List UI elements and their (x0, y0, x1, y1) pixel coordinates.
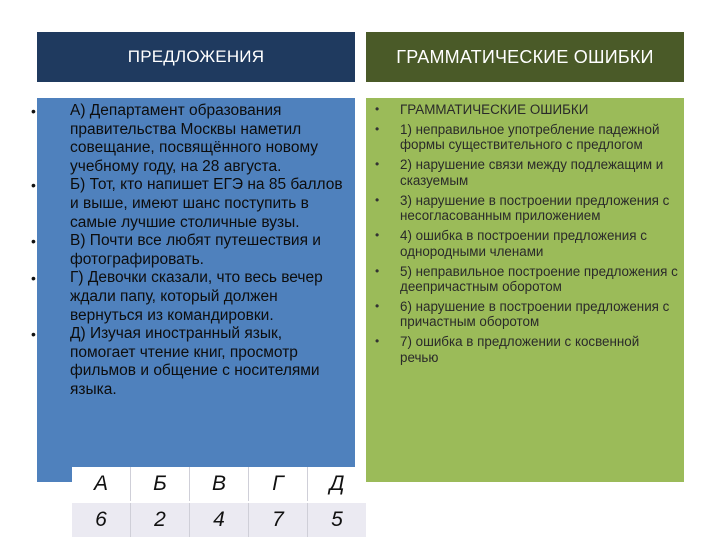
bullet-icon: • (375, 299, 380, 314)
sentence-item (31, 232, 355, 269)
error-item (366, 122, 684, 153)
error-text: 1) неправильное употребление падежной формы существительного с предлогом (400, 122, 660, 153)
answer-numbers-row (72, 502, 366, 537)
error-item (366, 102, 684, 117)
error-text: 6) нарушение в построении предложения с причастным оборотом (400, 299, 670, 330)
sentence-text: Д) Изучая иностранный язык, помогает чтение книг, просмотр фильмов и общение с носителями языка. (70, 325, 320, 398)
answer-number-cell: 6 (72, 502, 131, 537)
answer-table (72, 467, 366, 537)
answer-letter-cell: Б (131, 467, 190, 502)
answer-number-cell: 5 (308, 502, 367, 537)
error-text: ГРАММАТИЧЕСКИЕ ОШИБКИ (400, 102, 589, 117)
sentence-item (31, 102, 355, 176)
error-item (366, 157, 684, 188)
bullet-icon: • (375, 334, 380, 349)
bullet-icon: • (375, 192, 380, 207)
sentences-header (37, 32, 355, 82)
bullet-icon: • (375, 263, 380, 278)
answer-letters-row (72, 467, 366, 502)
bullet-icon: • (375, 157, 380, 172)
answer-letter-cell: Д (308, 467, 367, 502)
sentence-text: В) Почти все любят путешествия и фотографировать. (70, 232, 321, 268)
sentence-item (31, 325, 355, 399)
answer-number-cell: 4 (190, 502, 249, 537)
answer-letter-cell: Г (249, 467, 308, 502)
answer-number-cell: 2 (131, 502, 190, 537)
bullet-icon: • (375, 228, 380, 243)
error-item (366, 299, 684, 330)
bullet-icon: • (31, 326, 36, 343)
error-text: 2) нарушение связи между подлежащим и сказуемым (400, 157, 664, 188)
errors-panel (366, 98, 684, 482)
sentence-text: Б) Тот, кто напишет ЕГЭ на 85 баллов и выше, имеют шанс поступить в самые лучшие столичные вузы. (70, 176, 343, 231)
sentences-panel (31, 98, 355, 482)
sentence-item (31, 269, 355, 325)
error-text: 7) ошибка в предложении с косвенной речью (400, 334, 640, 365)
answer-number-cell: 7 (249, 502, 308, 537)
answer-letter-cell: А (72, 467, 131, 502)
error-item (366, 264, 684, 295)
error-text: 5) неправильное построение предложения с деепричастным оборотом (400, 263, 678, 294)
bullet-icon: • (375, 122, 380, 137)
sentence-text: А) Департамент образования правительства Москвы наметил совещание, посвящённого новому учебному году, на 28 августа. (70, 102, 319, 175)
bullet-icon: • (375, 102, 380, 116)
sentences-header-title: ПРЕДЛОЖЕНИЯ (127, 47, 265, 66)
errors-header (366, 32, 684, 82)
errors-header-title: ГРАММАТИЧЕСКИЕ ОШИБКИ (396, 46, 654, 67)
error-item (366, 228, 684, 259)
error-item (366, 193, 684, 224)
bullet-icon: • (31, 233, 36, 250)
error-text: 4) ошибка в построении предложения с однородными членами (400, 228, 647, 259)
sentence-item (31, 176, 355, 232)
errors-list (366, 102, 684, 370)
sentence-text: Г) Девочки сказали, что весь вечер ждали папу, который должен вернуться из командировки. (70, 269, 323, 324)
bullet-icon: • (31, 177, 36, 194)
answer-letter-cell: В (190, 467, 249, 502)
bullet-icon: • (31, 103, 36, 119)
error-item (366, 334, 684, 365)
error-text: 3) нарушение в построении предложения с несогласованным приложением (400, 192, 670, 224)
bullet-icon: • (31, 270, 36, 287)
sentences-list (31, 102, 355, 400)
